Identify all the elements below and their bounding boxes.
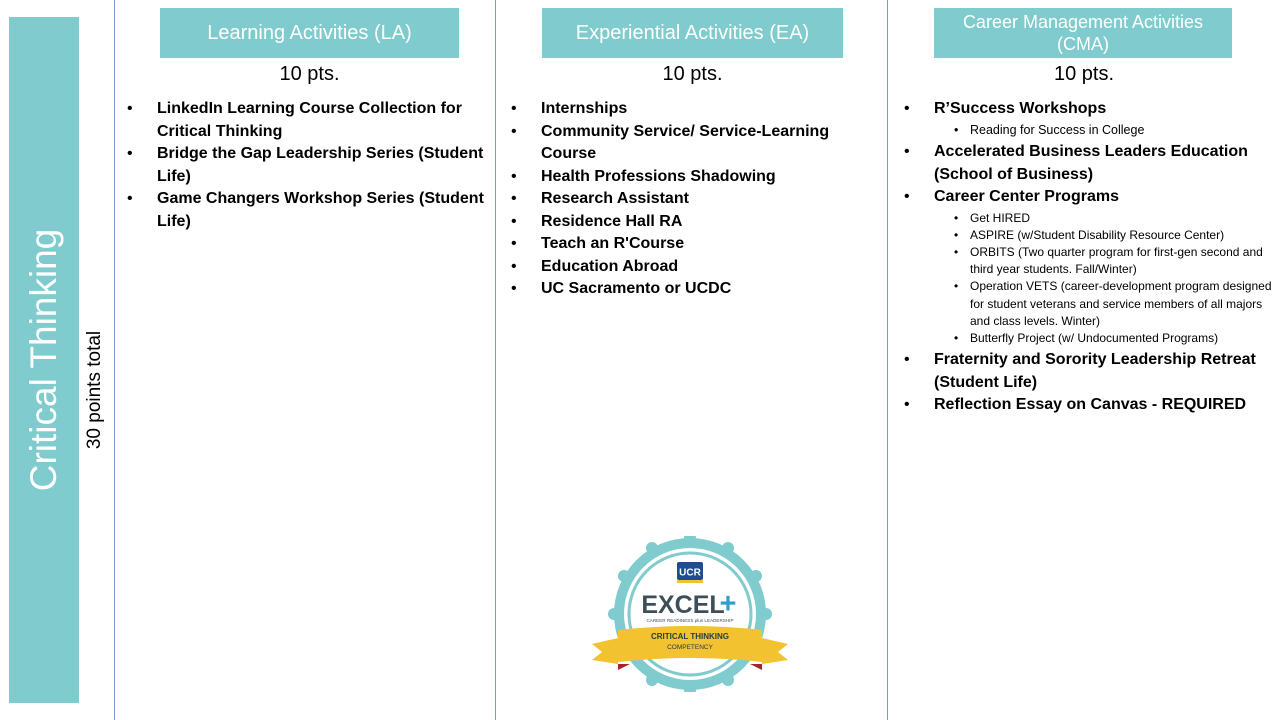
cma-list [904, 98, 1272, 417]
list-item: • Reflection Essay on Canvas - REQUIRED [904, 394, 1272, 417]
list-item: • Bridge the Gap Leadership Series (Student Life) [127, 143, 487, 188]
ribbon-subtitle: COMPETENCY [667, 644, 713, 651]
cma-points: 10 pts. [1053, 63, 1115, 85]
list-item-label: Career Center Programs [934, 188, 1119, 205]
excel-competency-badge [588, 536, 792, 692]
ea-list [511, 98, 871, 301]
sub-list-item: • Reading for Success in College [934, 122, 1272, 140]
list-item: • UC Sacramento or UCDC [511, 278, 871, 301]
list-item: • Fraternity and Sorority Leadership Retreat (Student Life) [904, 349, 1272, 394]
cma-header: Career Management Activities (CMA) [934, 8, 1232, 58]
sub-list-item: • Operation VETS (career-development program designed for student veterans and service members of all majors and class levels. Winter) [934, 278, 1272, 330]
sub-list-item: • Butterfly Project (w/ Undocumented Programs) [934, 330, 1272, 347]
column-divider [495, 0, 496, 720]
column-divider [114, 0, 115, 720]
list-item [904, 98, 1272, 139]
ribbon-title: CRITICAL THINKING [650, 632, 730, 641]
list-item: • Health Professions Shadowing [511, 166, 871, 189]
ea-header: Experiential Activities (EA) [542, 8, 843, 58]
column-divider [887, 0, 888, 720]
list-item: • Internships [511, 98, 871, 121]
competency-title: Critical Thinking [23, 228, 64, 492]
list-item: • LinkedIn Learning Course Collection for Critical Thinking [127, 98, 487, 143]
sub-list-item: • Get HIRED [934, 210, 1272, 227]
list-item: • Accelerated Business Leaders Education (School of Business) [904, 141, 1272, 186]
list-item-label: R’Success Workshops [934, 100, 1107, 117]
list-item: • Education Abroad [511, 256, 871, 279]
la-header: Learning Activities (LA) [160, 8, 459, 58]
excel-wordmark: EXCEL [641, 591, 725, 619]
list-item: • Community Service/ Service-Learning Course [511, 121, 871, 166]
list-item: • Teach an R'Course [511, 233, 871, 256]
sub-list-item: • ORBITS (Two quarter program for first-gen second and third year students. Fall/Winter) [934, 244, 1272, 278]
ucr-logo-text: UCR [679, 567, 701, 579]
points-total-label: 30 points total [84, 330, 105, 450]
ea-points: 10 pts. [662, 63, 723, 85]
badge-tagline: CAREER READINESS plus LEADERSHIP [646, 618, 734, 623]
list-item [904, 186, 1272, 347]
la-points: 10 pts. [279, 63, 340, 85]
plus-icon: + [719, 588, 737, 620]
list-item: • Residence Hall RA [511, 211, 871, 234]
list-item: • Game Changers Workshop Series (Student Life) [127, 188, 487, 233]
sub-list-item: • ASPIRE (w/Student Disability Resource Center) [934, 227, 1272, 244]
la-list [127, 98, 487, 233]
list-item: • Research Assistant [511, 188, 871, 211]
